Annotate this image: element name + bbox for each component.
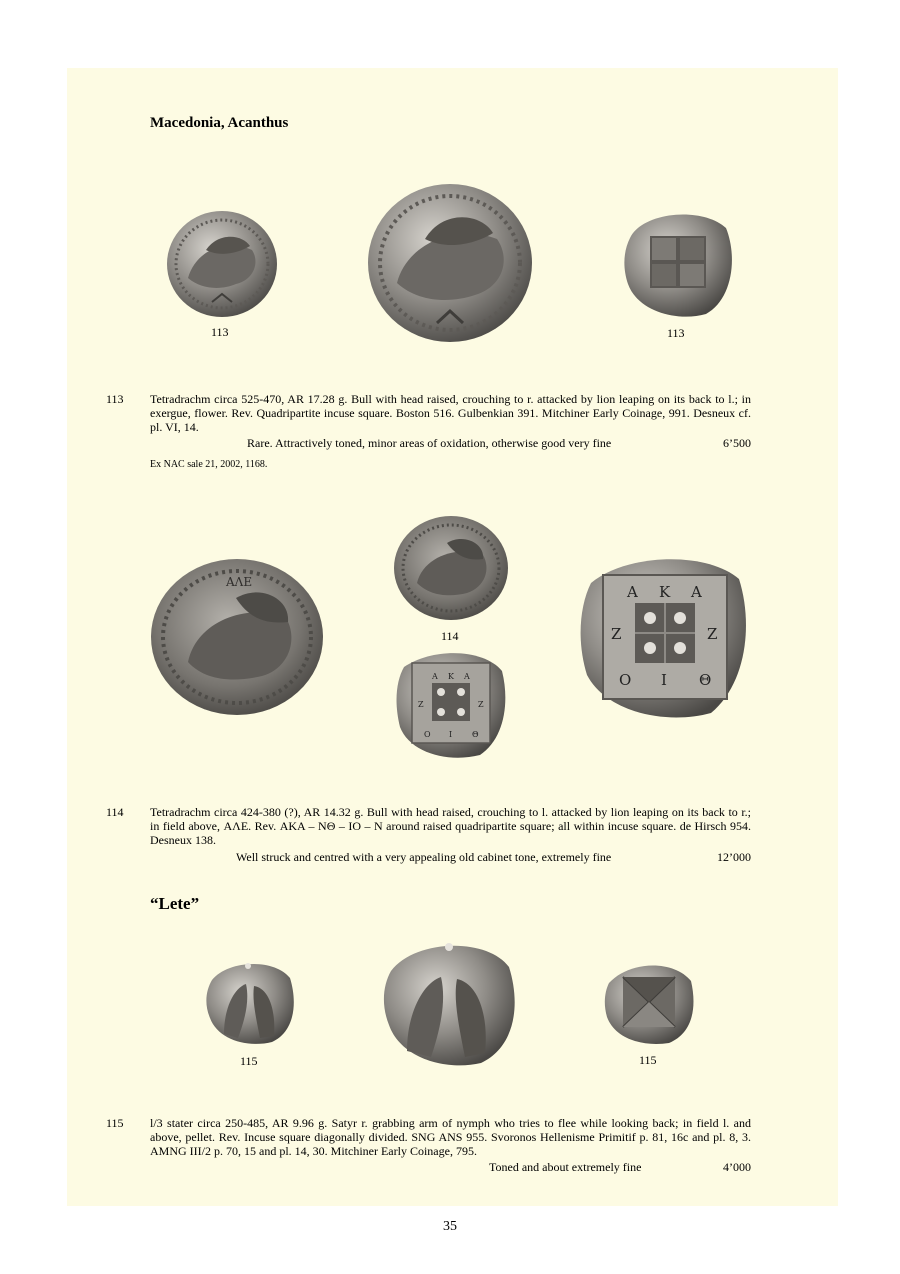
svg-text:Ι: Ι	[661, 671, 667, 689]
coin-114-reverse-large-icon	[577, 553, 751, 721]
photo-caption-113-reverse: 113	[667, 326, 685, 340]
svg-text:Α: Α	[627, 583, 638, 601]
svg-text:Α: Α	[464, 672, 470, 681]
svg-text:Ζ: Ζ	[478, 700, 484, 709]
page-number: 35	[443, 1219, 457, 1234]
lot-price-115: 4’000	[723, 1160, 751, 1174]
svg-text:Ζ: Ζ	[707, 625, 718, 643]
lot-description-113: Tetradrachm circa 525-470, AR 17.28 g. Bull with head raised, crouching to r. attacked by lion leaping on its back to l.; in exergue, flower. Rev. Quadripartite incuse square. Boston 516. Gulbenkian 391. Mitchiner Early Coinage, 991. Desneux cf. pl. VI, 14.	[150, 392, 751, 434]
photo-caption-115-obverse: 115	[240, 1054, 258, 1068]
svg-text:Α: Α	[432, 672, 438, 681]
lot-price-113: 6’500	[723, 436, 751, 450]
svg-text:Ζ: Ζ	[418, 700, 424, 709]
section-heading-macedonia-acanthus: Macedonia, Acanthus	[150, 115, 289, 131]
lot-condition-113: Rare. Attractively toned, minor areas of oxidation, otherwise good very fine	[247, 436, 612, 450]
lot-condition-114: Well struck and centred with a very appealing old cabinet tone, extremely fine	[236, 850, 612, 864]
lot-condition-115: Toned and about extremely fine	[489, 1160, 642, 1174]
svg-text:Ζ: Ζ	[611, 625, 622, 643]
lot-description-115: l/3 stater circa 250-485, AR 9.96 g. Satyr r. grabbing arm of nymph who tries to flee while looking back; in field l. and above, pellet. Rev. Incuse square diagonally divided. SNG ANS 955. Svoronos Hellenisme Primitif p. 81, 16c and pl. 8, 3. AMNG III/2 p. 70, 15 and pl. 14, 30. Mitchiner Early Coinage, 795.	[150, 1116, 751, 1158]
svg-text:Θ: Θ	[472, 730, 479, 739]
coin-113-obverse-large-icon	[367, 183, 533, 343]
svg-text:Κ: Κ	[659, 583, 671, 601]
coin-113-obverse-small-icon	[166, 210, 278, 318]
lot-number-113: 113	[106, 392, 124, 406]
coin-113-reverse-icon	[622, 208, 734, 318]
photo-caption-113-obverse: 113	[211, 325, 229, 339]
lot-number-115: 115	[106, 1116, 124, 1130]
coin-114-field-legend: ΑΛΕ	[226, 575, 253, 589]
coin-115-reverse-icon	[603, 959, 695, 1045]
coin-115-obverse-large-icon	[381, 937, 517, 1069]
coin-115-obverse-small-icon	[204, 958, 296, 1046]
lot-price-114: 12’000	[717, 850, 751, 864]
svg-text:Ο: Ο	[424, 730, 431, 739]
svg-text:Ι: Ι	[449, 730, 453, 739]
svg-text:Κ: Κ	[448, 672, 454, 681]
lot-number-114: 114	[106, 805, 124, 819]
svg-text:Α: Α	[691, 583, 702, 601]
svg-text:Θ: Θ	[699, 671, 712, 689]
coin-114-obverse-small-icon	[393, 515, 510, 622]
section-heading-lete: “Lete”	[150, 894, 200, 913]
coin-114-reverse-small-icon	[394, 647, 508, 759]
svg-text:Ο: Ο	[619, 671, 632, 689]
photo-caption-115-reverse: 115	[639, 1053, 657, 1067]
lot-provenance-113: Ex NAC sale 21, 2002, 1168.	[150, 459, 268, 470]
photo-caption-114: 114	[441, 629, 459, 643]
lot-description-114: Tetradrachm circa 424-380 (?), AR 14.32 g. Bull with head raised, crouching to l. attacked by lion leaping on its back to r.; in field above, ΑΛΕ. Rev. ΑΚΑ – ΝΘ – ΙΟ – Ν around raised quadripartite square; all within incuse square. de Hirsch 954. Desneux 138.	[150, 805, 751, 847]
coin-114-obverse-large-icon	[150, 558, 324, 716]
